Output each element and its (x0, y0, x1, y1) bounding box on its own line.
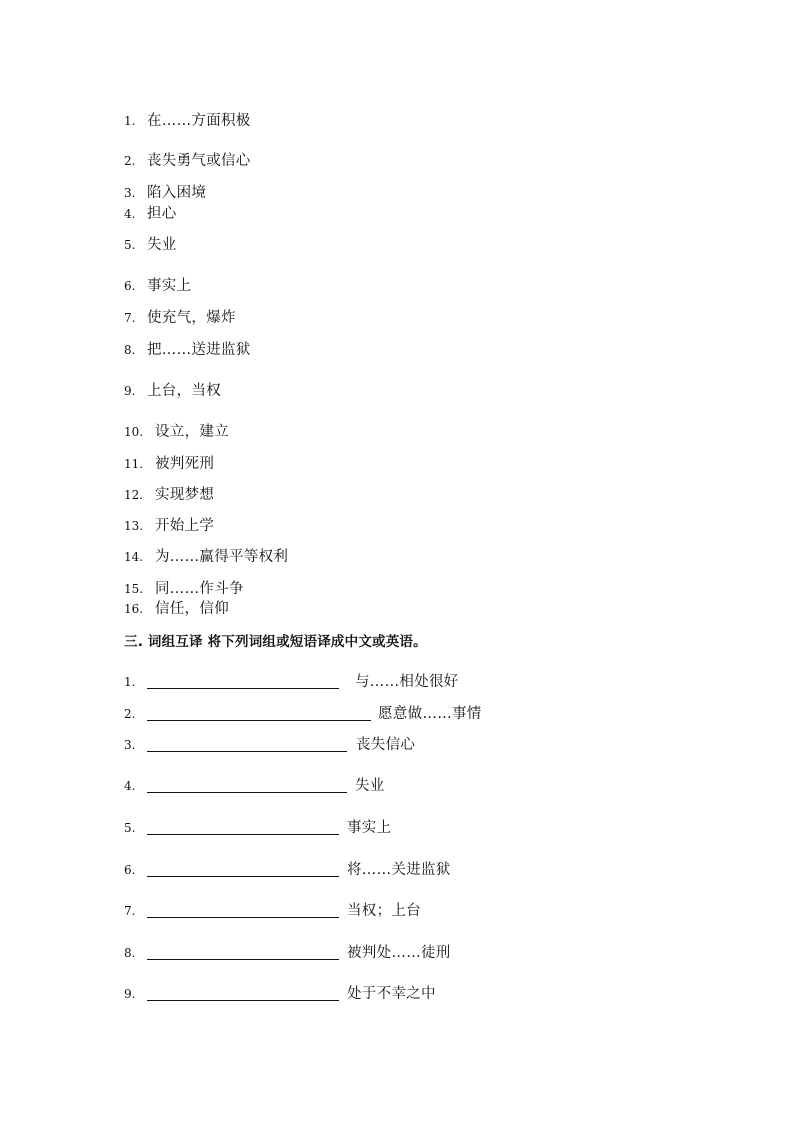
item-number: 7. (124, 311, 136, 325)
answer-blank[interactable] (147, 751, 347, 752)
item-number: 8. (124, 343, 136, 357)
item-text: 当权；上台 (347, 903, 421, 919)
item-text: 愿意做……事情 (378, 706, 482, 722)
item-text: 被判处……徒刑 (347, 945, 451, 961)
item-text: 使充气，爆炸 (147, 310, 236, 326)
answer-blank[interactable] (147, 834, 339, 835)
item-text: 设立，建立 (155, 424, 229, 440)
item-number: 11. (124, 457, 144, 471)
item-number: 2. (124, 707, 136, 721)
item-number: 1. (124, 114, 136, 128)
item-number: 5. (124, 238, 136, 252)
item-number: 4. (124, 779, 136, 793)
answer-blank[interactable] (147, 876, 339, 877)
answer-blank[interactable] (147, 688, 339, 689)
item-number: 8. (124, 946, 136, 960)
item-number: 12. (124, 488, 144, 502)
answer-blank[interactable] (147, 917, 339, 918)
item-text: 上台，当权 (147, 383, 221, 399)
item-number: 2. (124, 154, 136, 168)
item-text: 实现梦想 (155, 487, 215, 503)
item-number: 14. (124, 550, 144, 564)
item-number: 6. (124, 863, 136, 877)
item-text: 失业 (355, 778, 385, 794)
item-text: 同……作斗争 (155, 581, 244, 597)
item-number: 9. (124, 384, 136, 398)
item-text: 在……方面积极 (147, 113, 251, 129)
item-text: 处于不幸之中 (347, 986, 436, 1002)
item-text: 将……关进监狱 (347, 862, 451, 878)
item-text: 事实上 (147, 278, 192, 294)
answer-blank[interactable] (147, 720, 371, 721)
item-number: 10. (124, 425, 144, 439)
section-heading: 三. 词组互译 将下列词组或短语译成中文或英语。 (124, 634, 427, 650)
item-number: 15. (124, 582, 144, 596)
item-text: 丧失勇气或信心 (147, 153, 251, 169)
answer-blank[interactable] (147, 792, 347, 793)
item-text: 把……送进监狱 (147, 342, 251, 358)
item-number: 3. (124, 738, 136, 752)
item-number: 6. (124, 279, 136, 293)
item-number: 1. (124, 675, 136, 689)
item-text: 信任，信仰 (155, 601, 229, 617)
item-number: 3. (124, 186, 136, 200)
item-text: 失业 (147, 237, 177, 253)
item-text: 事实上 (347, 820, 392, 836)
item-number: 5. (124, 821, 136, 835)
answer-blank[interactable] (147, 1000, 339, 1001)
item-text: 开始上学 (155, 518, 215, 534)
item-text: 丧失信心 (356, 737, 416, 753)
item-number: 7. (124, 904, 136, 918)
item-text: 被判死刑 (155, 456, 215, 472)
item-text: 担心 (147, 206, 177, 222)
item-number: 16. (124, 602, 144, 616)
item-text: 与……相处很好 (355, 674, 459, 690)
item-text: 陷入困境 (147, 185, 207, 201)
item-number: 9. (124, 987, 136, 1001)
item-number: 13. (124, 519, 144, 533)
item-number: 4. (124, 207, 136, 221)
item-text: 为……赢得平等权利 (155, 549, 289, 565)
answer-blank[interactable] (147, 959, 339, 960)
